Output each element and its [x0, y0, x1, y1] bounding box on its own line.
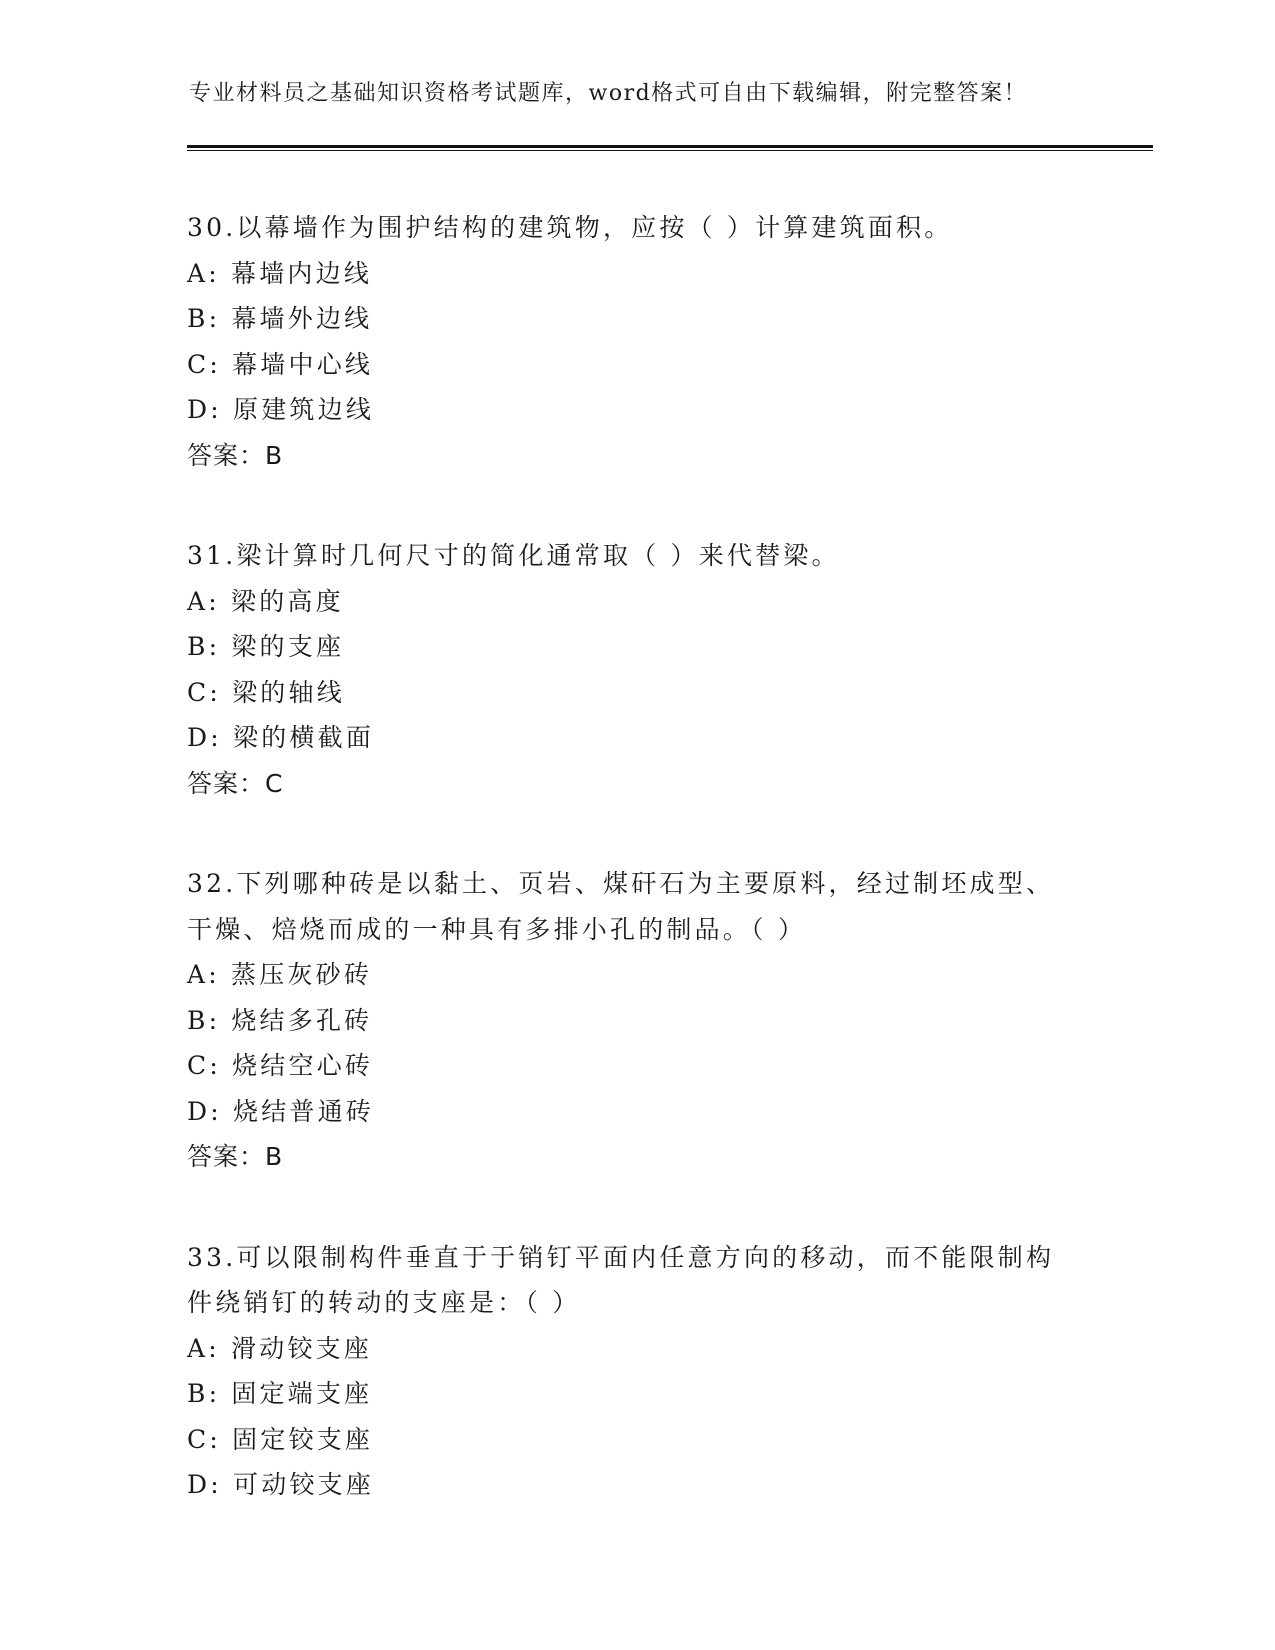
- question-stem-continued: 件绕销钉的转动的支座是：（ ）: [187, 1288, 581, 1317]
- question-33: [187, 1235, 1087, 1508]
- option-c: C: 幕墙中心线: [187, 349, 374, 379]
- option-d: D: 梁的横截面: [187, 723, 375, 752]
- option-a: A: 幕墙内边线: [187, 258, 373, 288]
- option-b: B: 固定端支座: [187, 1379, 373, 1408]
- option-a: A: 滑动铰支座: [187, 1333, 373, 1363]
- option-b: B: 梁的支座: [187, 632, 345, 661]
- question-30: [187, 205, 1087, 478]
- option-b: B: 幕墙外边线: [187, 304, 373, 333]
- option-d: D: 原建筑边线: [187, 395, 375, 424]
- header-divider: [187, 145, 1153, 148]
- option-c: C: 固定铰支座: [187, 1424, 374, 1454]
- question-stem-continued: 干燥、焙烧而成的一种具有多排小孔的制品。（ ）: [187, 914, 807, 944]
- page-header: 专业材料员之基础知识资格考试题库，word格式可自由下载编辑，附完整答案！: [189, 81, 1028, 106]
- header-divider-thin: [187, 150, 1153, 151]
- question-stem: 31.梁计算时几何尺寸的简化通常取（ ）来代替梁。: [187, 541, 840, 570]
- option-d: D: 烧结普通砖: [187, 1096, 375, 1126]
- option-c: C: 梁的轴线: [187, 677, 345, 707]
- question-list: [187, 205, 1087, 1563]
- option-a: A: 蒸压灰砂砖: [187, 960, 373, 989]
- question-31: [187, 533, 1087, 806]
- question-stem: 33.可以限制构件垂直于于销钉平面内任意方向的移动，而不能限制构: [187, 1242, 1055, 1272]
- question-32: [187, 861, 1087, 1180]
- option-c: C: 烧结空心砖: [187, 1051, 374, 1080]
- option-d: D: 可动铰支座: [187, 1470, 375, 1499]
- option-a: A: 梁的高度: [187, 586, 344, 616]
- answer-line: 答案：B: [187, 1142, 284, 1171]
- answer-line: 答案：B: [187, 440, 284, 470]
- option-b: B: 烧结多孔砖: [187, 1005, 373, 1035]
- question-stem: 30.以幕墙作为围护结构的建筑物，应按（ ）计算建筑面积。: [187, 213, 953, 242]
- question-stem: 32.下列哪种砖是以黏土、页岩、煤矸石为主要原料，经过制坯成型、: [187, 869, 1055, 898]
- answer-line: 答案：C: [187, 768, 284, 798]
